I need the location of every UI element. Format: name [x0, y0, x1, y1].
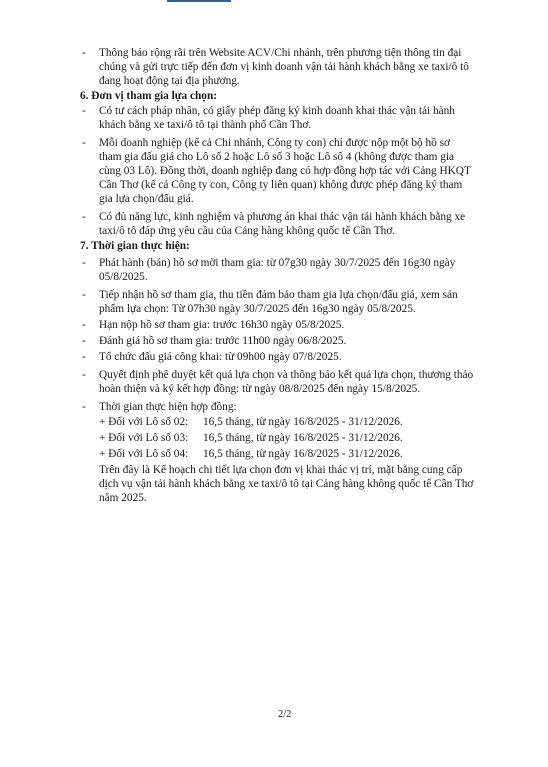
section-heading-7: 7. Thời gian thực hiện: [80, 240, 190, 252]
bullet-dash: - [82, 211, 86, 223]
page-number: 2/2 [278, 709, 292, 720]
text-line: Có tư cách pháp nhân, có giấy phép đăng ký kinh doanh khai thác vận tải hành [99, 105, 455, 117]
text-line: Thời gian thực hiện hợp đồng: [99, 401, 237, 413]
bullet-dash: - [82, 289, 86, 301]
text-line: chúng và gửi trực tiếp đến đơn vị kinh doanh vận tải hành khách bằng xe taxi/ô tô [99, 61, 469, 73]
bullet-dash: - [82, 369, 86, 381]
text-line: Phát hành (bán) hồ sơ mời tham gia: từ 07g30 ngày 30/7/2025 đến 16g30 ngày [99, 257, 456, 269]
text-line: Có đủ năng lực, kinh nghiệm và phương án khai thác vận tải hành khách bằng xe [99, 211, 466, 223]
text-line: Trên đây là Kế hoạch chi tiết lựa chọn đơn vị khai thác vị trí, mặt bằng cung cấp [99, 464, 463, 476]
bullet-dash: - [82, 47, 86, 59]
text-line: Đánh giá hồ sơ tham gia: trước 11h00 ngày 06/8/2025. [99, 335, 347, 347]
text-line: taxi/ô tô đáp ứng yêu cầu của Cảng hàng không quốc tế Cần Thơ. [99, 225, 396, 237]
contract-lot-label: + Đối với Lô số 02: [99, 416, 189, 428]
contract-lot-period: 16,5 tháng, từ ngày 16/8/2025 - 31/12/2026. [203, 416, 403, 428]
text-line: Thông báo rộng rãi trên Website ACV/Chi nhánh, trên phương tiện thông tin đại [99, 47, 462, 59]
text-line: Mỗi doanh nghiệp (kể cả Chi nhánh, Công ty con) chỉ được nộp một bộ hồ sơ [99, 137, 450, 149]
text-line: Quyết định phê duyệt kết quả lựa chọn và thông báo kết quả lựa chọn, thương thảo [99, 369, 474, 381]
bullet-dash: - [82, 105, 86, 117]
text-line: Tiếp nhận hồ sơ tham gia, thu tiền đảm bảo tham gia lựa chọn/đấu giá, xem sản [99, 289, 458, 301]
text-line: gia lựa chọn/đấu giá. [99, 193, 194, 205]
contract-lot-period: 16,5 tháng, từ ngày 16/8/2025 - 31/12/2026. [203, 432, 403, 444]
section-heading-6: 6. Đơn vị tham gia lựa chọn: [80, 90, 217, 102]
contract-lot-label: + Đối với Lô số 04: [99, 448, 189, 460]
text-line: Tổ chức đấu giá công khai: từ 09h00 ngày 07/8/2025. [99, 351, 342, 363]
bullet-dash: - [82, 401, 86, 413]
contract-lot-label: + Đối với Lô số 03: [99, 432, 189, 444]
text-line: tham gia đấu giá cho Lô số 2 hoặc Lô số 3 hoặc Lô số 4 (không được tham gia [99, 151, 455, 163]
text-line: phẩm lựa chọn: Từ 07h30 ngày 30/7/2025 đến 16g30 ngày 05/8/2025. [99, 303, 416, 315]
text-line: khách bằng xe taxi/ô tô tại thành phố Cần Thơ. [99, 119, 312, 131]
bullet-dash: - [82, 351, 86, 363]
text-line: Hạn nộp hồ sơ tham gia: trước 16h30 ngày 05/8/2025. [99, 319, 345, 331]
text-line: năm 2025. [99, 492, 147, 504]
text-line: hoàn thiện và ký kết hợp đồng: từ ngày 08/8/2025 đến ngày 15/8/2025. [99, 383, 421, 395]
text-line: dịch vụ vận tải hành khách bằng xe taxi/ô tô tại Cảng hàng không quốc tế Cần Thơ [99, 478, 474, 490]
text-line: Cần Thơ (kể cả Công ty con, Công ty liên quan) không được phép đăng ký tham [99, 179, 463, 191]
text-line: đang hoạt động tại địa phương. [99, 75, 240, 87]
text-line: 05/8/2025. [99, 271, 148, 283]
text-line: cùng 03 Lô). Đồng thời, doanh nghiệp đang có hợp đồng hợp tác với Cảng HKQT [99, 165, 471, 177]
contract-lot-period: 16,5 tháng, từ ngày 16/8/2025 - 31/12/2026. [203, 448, 403, 460]
bullet-dash: - [82, 319, 86, 331]
bullet-dash: - [82, 257, 86, 269]
bullet-dash: - [82, 137, 86, 149]
bullet-dash: - [82, 335, 86, 347]
